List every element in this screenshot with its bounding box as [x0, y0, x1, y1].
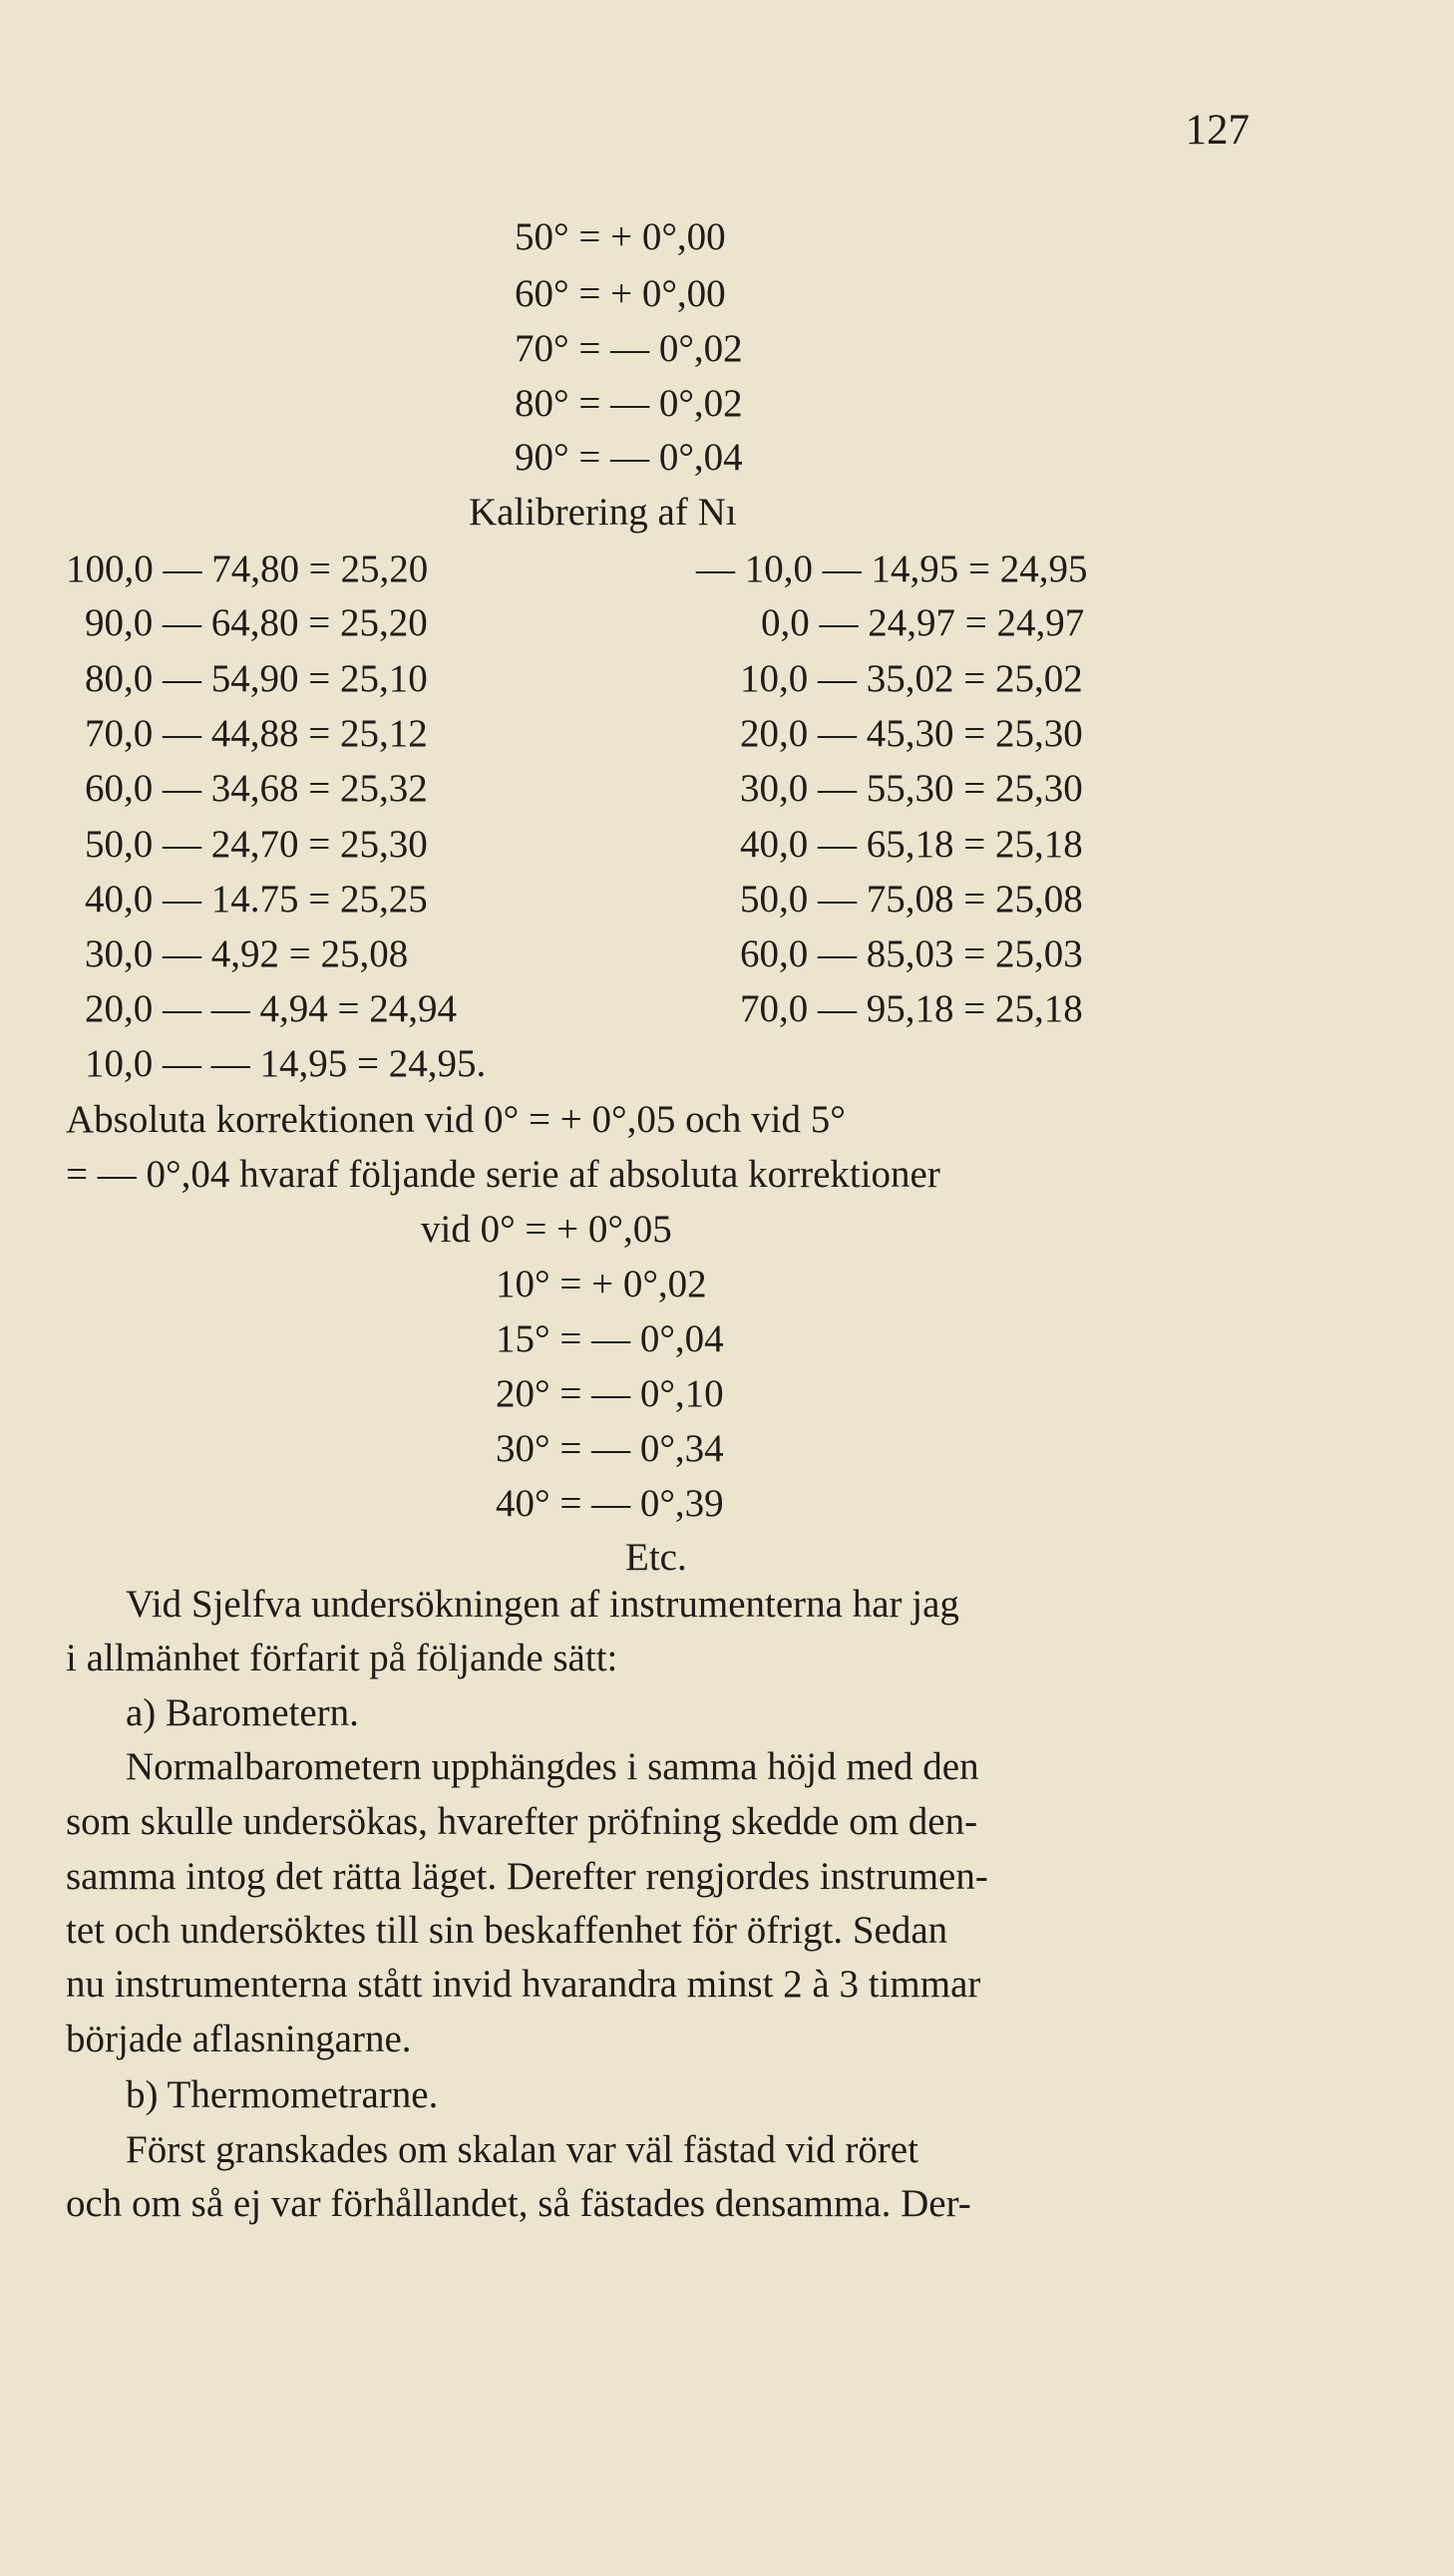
- calibration-right-row: 10,0 — 35,02 = 25,02: [740, 657, 1083, 700]
- lower-table-row: 40° = — 0°,39: [496, 1482, 724, 1525]
- calibration-right-row: 0,0 — 24,97 = 24,97: [761, 601, 1085, 644]
- calibration-right-row: 60,0 — 85,03 = 25,03: [740, 932, 1083, 975]
- paragraph-line: började aflasningarne.: [66, 2018, 412, 2060]
- etc-label: Etc.: [625, 1536, 687, 1579]
- calibration-left-row: 100,0 — 74,80 = 25,20: [66, 548, 429, 590]
- calibration-heading: Kalibrering af Nı: [469, 491, 737, 534]
- paragraph-line: som skulle undersökas, hvarefter pröfning skedde om den-: [66, 1800, 978, 1843]
- paragraph-line: Först granskades om skalan var väl fästad vid röret: [126, 2128, 918, 2171]
- calibration-left-row: 80,0 — 54,90 = 25,10: [85, 657, 428, 700]
- paragraph-line: och om så ej var förhållandet, så fästades densamma. Der-: [66, 2182, 971, 2225]
- paragraph-line: Vid Sjelfva undersökningen af instrumenterna har jag: [126, 1583, 959, 1626]
- paragraph-line: Normalbarometern upphängdes i samma höjd med den: [126, 1745, 979, 1788]
- calibration-left-row: 60,0 — 34,68 = 25,32: [85, 767, 428, 810]
- calibration-left-row: 90,0 — 64,80 = 25,20: [85, 601, 428, 644]
- calibration-left-row: 30,0 — 4,92 = 25,08: [85, 932, 409, 975]
- correction-text-line: = — 0°,04 hvaraf följande serie af absoluta korrektioner: [66, 1153, 940, 1196]
- calibration-left-row: 20,0 — — 4,94 = 24,94: [85, 987, 457, 1030]
- correction-text-line: Absoluta korrektionen vid 0° = + 0°,05 och vid 5°: [66, 1098, 846, 1141]
- upper-table-row: 50° = + 0°,00: [515, 215, 726, 258]
- paragraph-line: nu instrumenterna stått invid hvarandra minst 2 à 3 timmar: [66, 1963, 981, 2006]
- calibration-left-row: 50,0 — 24,70 = 25,30: [85, 823, 428, 866]
- lower-table-row: 30° = — 0°,34: [496, 1427, 724, 1470]
- lower-table-row: vid 0° = + 0°,05: [421, 1208, 672, 1251]
- calibration-right-row: 20,0 — 45,30 = 25,30: [740, 712, 1083, 755]
- paragraph-line: samma intog det rätta läget. Derefter rengjordes instrumen-: [66, 1855, 988, 1898]
- paragraph-line: tet och undersöktes till sin beskaffenhet för öfrigt. Sedan: [66, 1909, 948, 1952]
- calibration-left-row: 70,0 — 44,88 = 25,12: [85, 712, 428, 755]
- calibration-right-row: 70,0 — 95,18 = 25,18: [740, 987, 1083, 1030]
- paragraph-line: a) Barometern.: [126, 1691, 359, 1734]
- page-number: 127: [1185, 107, 1250, 154]
- lower-table-row: 15° = — 0°,04: [496, 1317, 724, 1360]
- lower-table-row: 20° = — 0°,10: [496, 1372, 724, 1415]
- calibration-right-row: 30,0 — 55,30 = 25,30: [740, 767, 1083, 810]
- upper-table-row: 80° = — 0°,02: [515, 382, 743, 425]
- upper-table-row: 60° = + 0°,00: [515, 272, 726, 315]
- lower-table-row: 10° = + 0°,02: [496, 1263, 707, 1305]
- calibration-left-row: 40,0 — 14.75 = 25,25: [85, 878, 428, 920]
- upper-table-row: 70° = — 0°,02: [515, 327, 743, 370]
- calibration-right-row: 50,0 — 75,08 = 25,08: [740, 878, 1083, 920]
- calibration-right-row: — 10,0 — 14,95 = 24,95: [696, 548, 1088, 590]
- paragraph-line: b) Thermometrarne.: [126, 2073, 439, 2116]
- upper-table-row: 90° = — 0°,04: [515, 436, 743, 479]
- calibration-right-row: 40,0 — 65,18 = 25,18: [740, 823, 1083, 866]
- calibration-left-row: 10,0 — — 14,95 = 24,95.: [85, 1042, 487, 1085]
- paragraph-line: i allmänhet förfarit på följande sätt:: [66, 1637, 618, 1679]
